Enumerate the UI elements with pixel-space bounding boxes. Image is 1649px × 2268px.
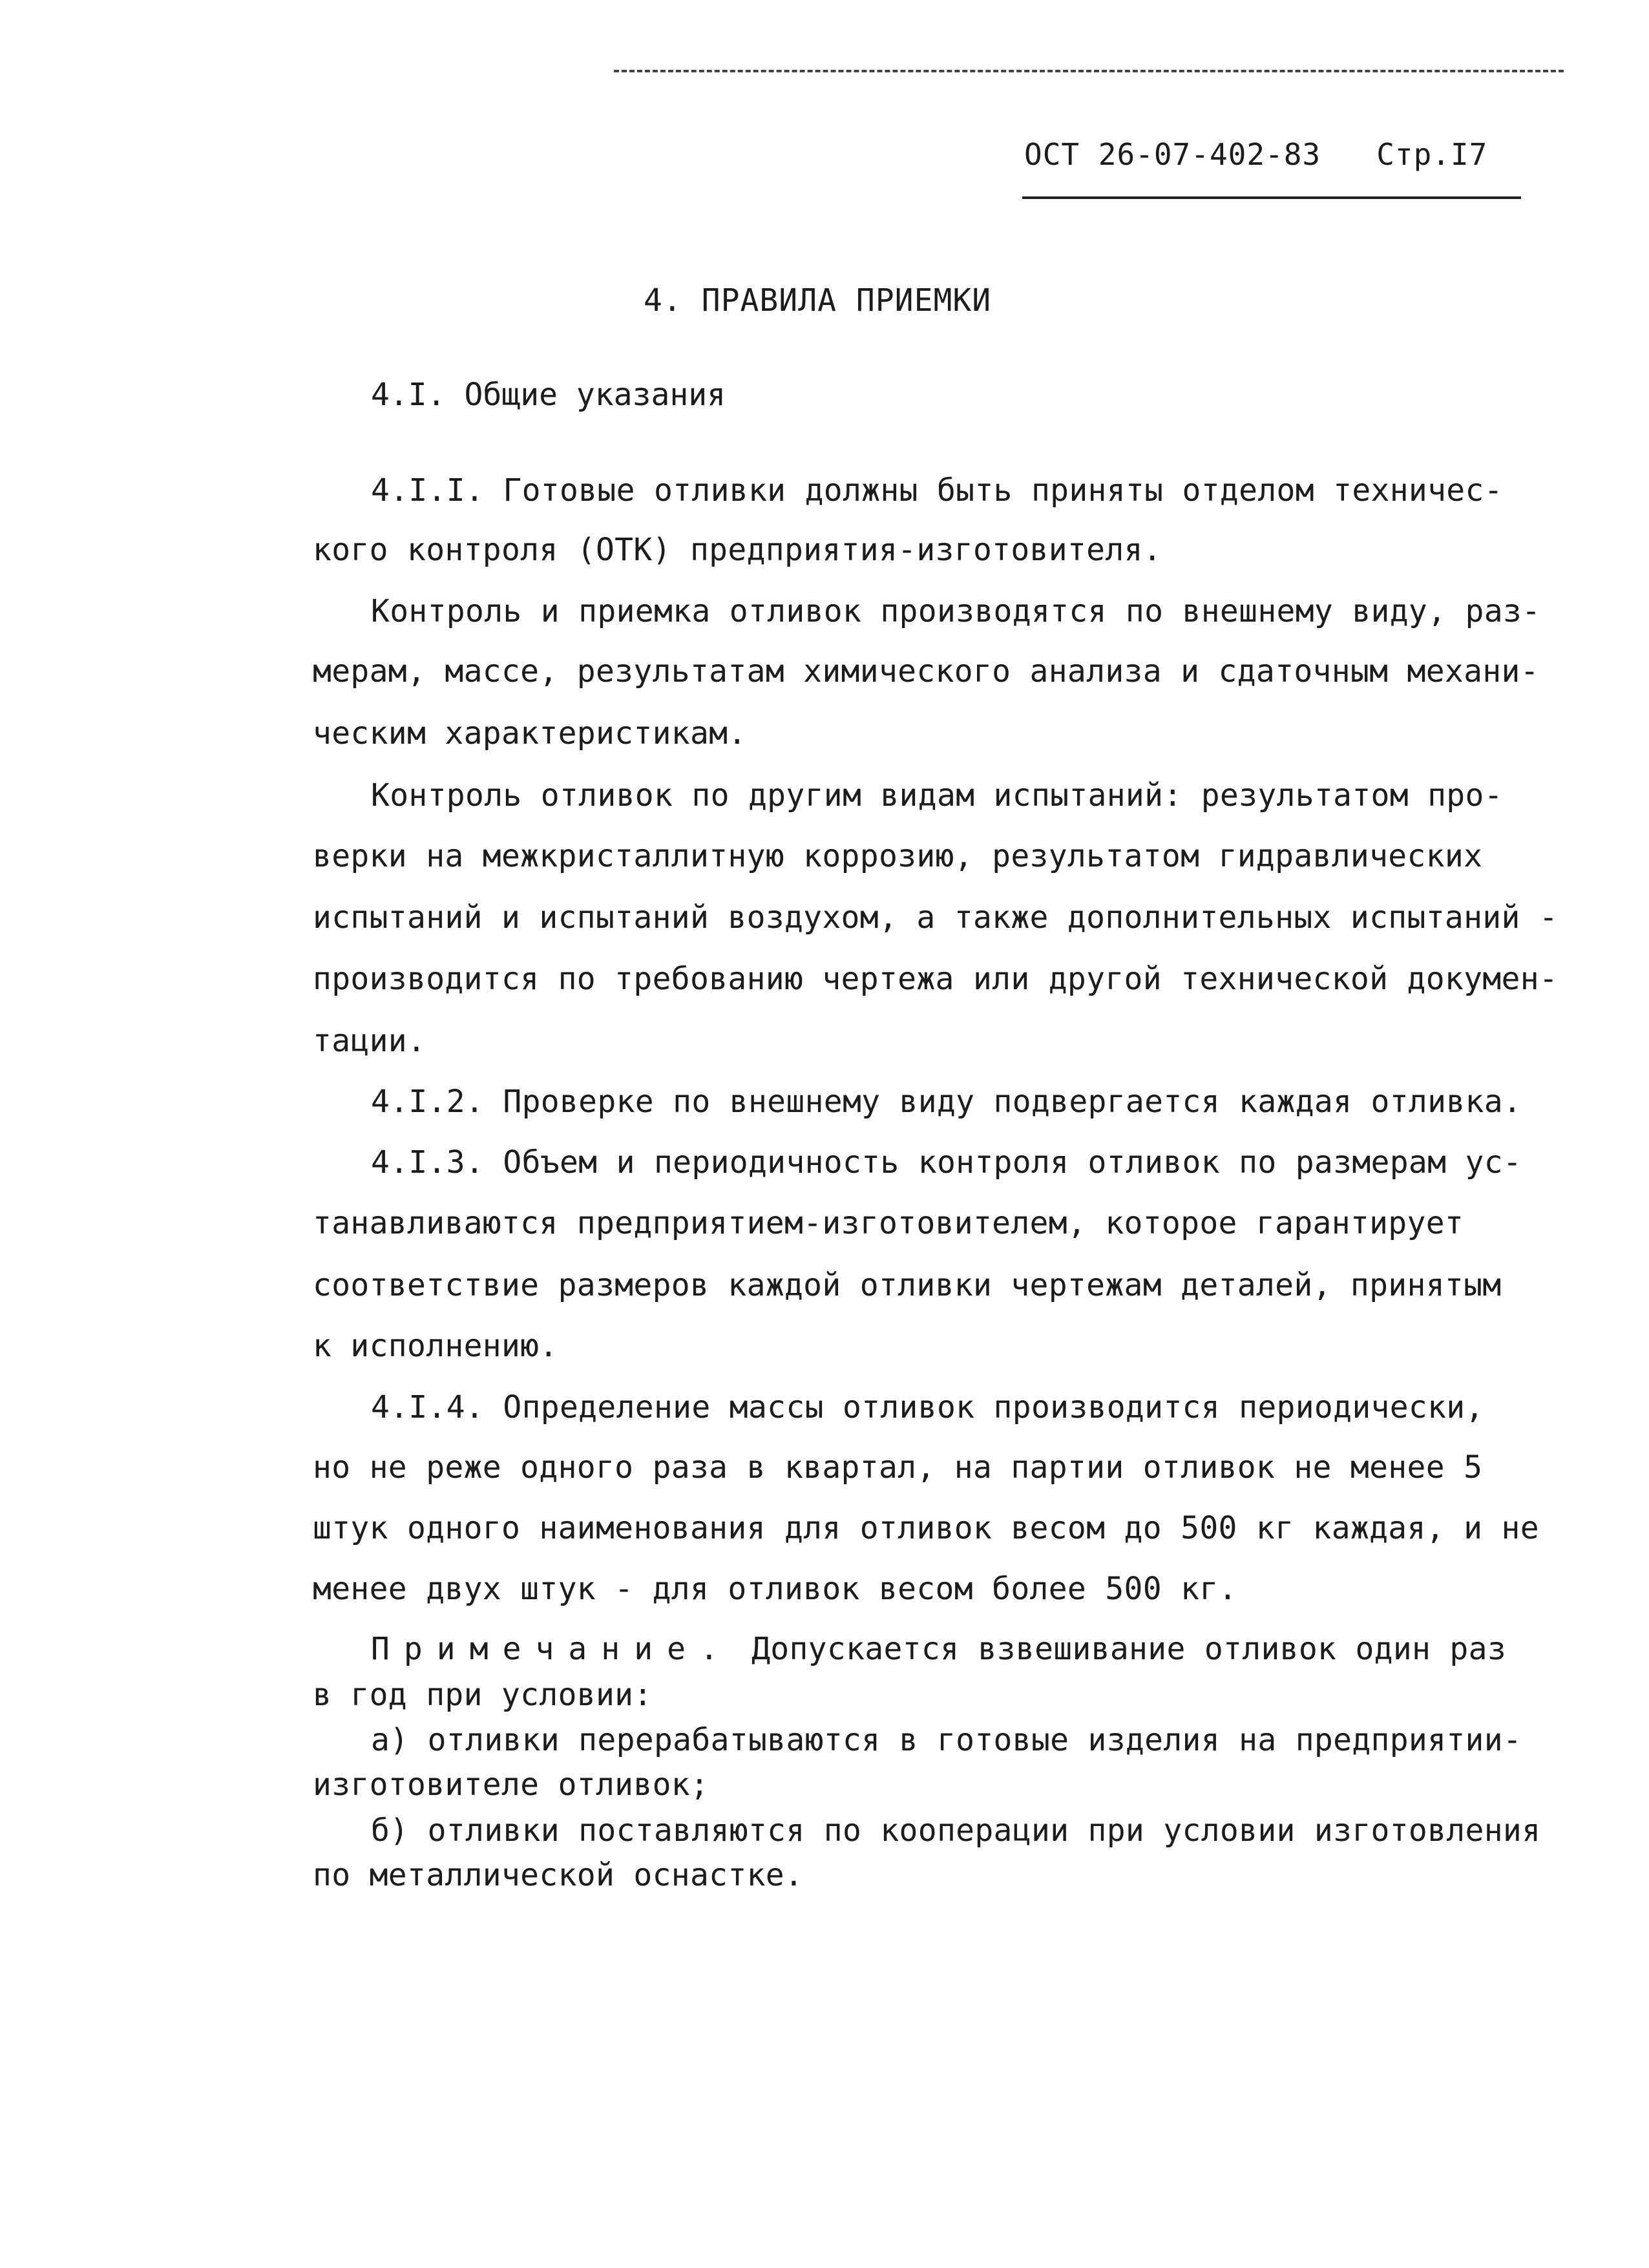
top-dashed-rule: [614, 70, 1564, 72]
note-first-line: [371, 1631, 1506, 1667]
text-line: испытаний и испытаний воздухом, а также дополнительных испытаний -: [313, 899, 1559, 936]
text-line: кого контроля (ОТК) предприятия-изготовителя.: [313, 532, 1162, 568]
text-line: 4.I.I. Готовые отливки должны быть приняты отделом техничес-: [371, 472, 1503, 509]
note-line: по металлической оснастке.: [313, 1857, 804, 1893]
section-title: 4. ПРАВИЛА ПРИЕМКИ: [644, 282, 992, 319]
header-underline: [1022, 196, 1521, 199]
text-line: штук одного наименования для отливок весом до 500 кг каждая, и не: [313, 1510, 1539, 1546]
text-line: Контроль отливок по другим видам испытаний: результатом про-: [371, 777, 1503, 814]
text-line: к исполнению.: [313, 1328, 558, 1364]
text-line: 4.I.2. Проверке по внешнему виду подвергается каждая отливка.: [371, 1084, 1522, 1120]
text-line: но не реже одного раза в квартал, на партии отливок не менее 5: [313, 1449, 1483, 1486]
note-text: Допускается взвешивание отливок один раз: [732, 1631, 1507, 1667]
text-line: мерам, массе, результатам химического анализа и сдаточным механи-: [313, 653, 1539, 689]
page-header: [1024, 137, 1487, 172]
note-label: Примечание.: [371, 1631, 733, 1667]
standard-number: ОСТ 26-07-402-83: [1024, 137, 1321, 172]
text-line: Контроль и приемка отливок производятся по внешнему виду, раз-: [371, 593, 1541, 629]
text-line: 4.I.4. Определение массы отливок производится периодически,: [371, 1389, 1484, 1425]
text-line: производится по требованию чертежа или другой технической докумен-: [313, 961, 1559, 997]
subsection-title: 4.I. Общие указания: [371, 377, 726, 413]
text-line: соответствие размеров каждой отливки чертежам деталей, принятым: [313, 1267, 1502, 1303]
page-number: Стр.I7: [1376, 137, 1488, 172]
note-line: в год при условии:: [313, 1677, 653, 1713]
text-line: менее двух штук - для отливок весом более 500 кг.: [313, 1571, 1237, 1607]
text-line: ческим характеристикам.: [313, 715, 747, 751]
text-line: тации.: [313, 1023, 426, 1059]
note-line: а) отливки перерабатываются в готовые изделия на предприятии-: [371, 1722, 1522, 1758]
text-line: верки на межкристаллитную коррозию, результатом гидравлических: [313, 838, 1483, 874]
text-line: танавливаются предприятием-изготовителем, которое гарантирует: [313, 1205, 1464, 1241]
text-line: 4.I.3. Объем и периодичность контроля отливок по размерам ус-: [371, 1144, 1522, 1181]
note-line: б) отливки поставляются по кооперации при условии изготовления: [371, 1812, 1541, 1849]
note-line: изготовителе отливок;: [313, 1767, 709, 1803]
